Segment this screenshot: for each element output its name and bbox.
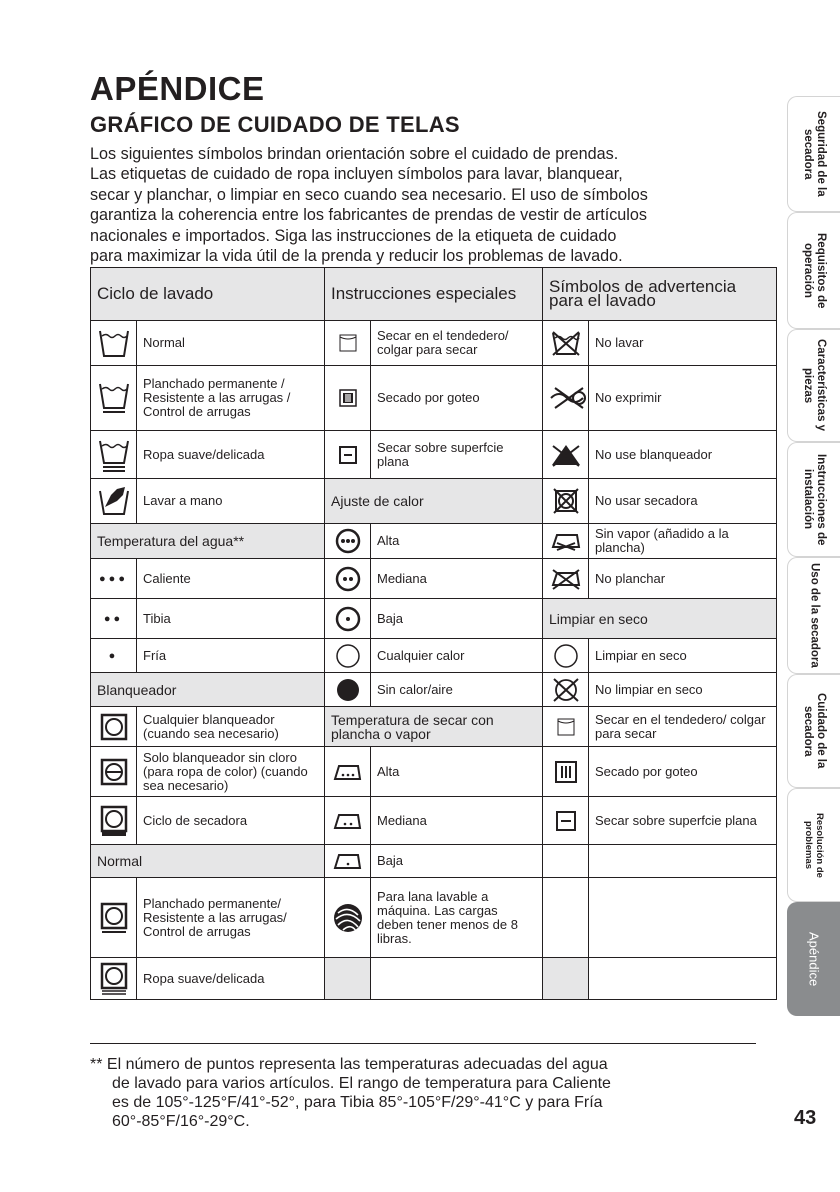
intro-line: para maximizar la vida útil de la prenda y reducir los problemas de lavado.: [90, 247, 623, 266]
iron-low-icon: [332, 850, 364, 872]
intro-line: secar y planchar, o limpiar en seco cuando sea necesario. El uso de símbolos: [90, 185, 648, 204]
bleach-dryer-cycle-label: Ciclo de secadora: [137, 797, 325, 845]
footnote: [90, 1055, 790, 1131]
dry-medium-heat-icon: [335, 566, 361, 592]
line-dry-icon: [338, 333, 358, 353]
tab-label: Requisitos de operación: [802, 232, 827, 309]
intro-line: Los siguientes símbolos brindan orientación sobre el cuidado de prendas.: [90, 145, 619, 163]
tab-label: Cuidado de la secadora: [802, 693, 827, 769]
no-iron-icon: [549, 567, 583, 591]
header-special-instructions: Instrucciones especiales: [325, 268, 543, 321]
heat-medium-label: Mediana: [371, 559, 543, 599]
empty-cell: [589, 845, 777, 878]
iron-high-label: Alta: [371, 747, 543, 797]
warning-no-dryer-label: No usar secadora: [589, 479, 777, 524]
no-heat-icon: [335, 677, 361, 703]
non-chlorine-bleach-icon: [100, 758, 128, 786]
warning-no-wash-label: No lavar: [589, 321, 777, 366]
dry-high-heat-icon: [335, 528, 361, 554]
tab-label: Resolución de problemas: [803, 812, 825, 878]
bleach-any-label: Cualquier blanqueador (cuando sea necesario): [137, 707, 325, 747]
special-drip-dry-label: Secado por goteo: [371, 366, 543, 431]
heat-high-label: Alta: [371, 524, 543, 559]
wool-label: Para lana lavable a máquina. Las cargas deben tener menos de 8 libras.: [371, 878, 543, 958]
iron-low-label: Baja: [371, 845, 543, 878]
drip-dry-icon: [338, 388, 358, 408]
dry-permanent-press-label: Planchado permanente/ Resistente a las arrugas/ Control de arrugas: [137, 878, 325, 958]
warning-no-iron-label: No planchar: [589, 559, 777, 599]
tab-label: Uso de la secadora: [808, 563, 821, 668]
intro-line: Las etiquetas de cuidado de ropa incluyen símbolos para lavar, blanquear,: [90, 165, 623, 184]
iron-medium-label: Mediana: [371, 797, 543, 845]
section-subtitle: GRÁFICO DE CUIDADO DE TELAS: [90, 112, 460, 137]
wash-normal-label: Normal: [137, 321, 325, 366]
tumble-dry-permanent-press-icon: [100, 902, 128, 934]
wash-delicate-label: Ropa suave/delicada: [137, 431, 325, 479]
iron-high-icon: [332, 761, 364, 783]
dry-any-heat-icon: [335, 643, 361, 669]
footnote-line: de lavado para varios artículos. El rango de temperatura para Caliente: [112, 1075, 611, 1092]
wash-tub-delicate-icon: [97, 437, 131, 473]
heat-setting-header: Ajuste de calor: [325, 479, 543, 524]
two-dots-warm-icon: ●●: [103, 612, 124, 625]
tab-troubleshooting[interactable]: [787, 788, 840, 902]
dry-low-heat-icon: [335, 606, 361, 632]
tab-dryer-use[interactable]: [787, 557, 840, 674]
tab-label: Instrucciones de instalación: [802, 453, 827, 546]
dry-delicate-label: Ropa suave/delicada: [137, 958, 325, 1000]
bleach-non-chlorine-label: Solo blanqueador sin cloro (para ropa de color) (cuando sea necesario): [137, 747, 325, 797]
wool-icon: [331, 901, 365, 935]
dry-clean-header: Limpiar en seco: [543, 599, 777, 639]
line-dry-warning-icon: [556, 717, 576, 737]
warning-line-dry-label: Secar en el tendedero/ colgar para secar: [589, 707, 777, 747]
tumble-dry-delicate-icon: [100, 962, 128, 996]
no-wash-icon: [549, 328, 583, 358]
heat-low-label: Baja: [371, 599, 543, 639]
warning-no-dry-clean-label: No limpiar en seco: [589, 673, 777, 707]
empty-cell: [589, 958, 777, 1000]
empty-shaded-cell: [325, 958, 371, 1000]
fabric-care-table: [90, 267, 777, 1000]
intro-paragraph: [90, 144, 790, 266]
footnote-line: 60°-85°F/16°-29°C.: [112, 1113, 250, 1130]
intro-line: nacionales e importados. Siga las instrucciones de la etiqueta de cuidado: [90, 226, 617, 245]
any-bleach-icon: [100, 713, 128, 741]
empty-cell: [371, 958, 543, 1000]
bleach-header: Blanqueador: [91, 673, 325, 707]
heat-any-label: Cualquier calor: [371, 639, 543, 673]
empty-cell: [543, 878, 589, 958]
empty-cell: [589, 878, 777, 958]
wash-tub-normal-icon: [97, 327, 131, 359]
empty-cell: [543, 845, 589, 878]
tab-features-parts[interactable]: [787, 329, 840, 442]
footnote-line: ** El número de puntos representa las temperaturas adecuadas del agua: [90, 1056, 608, 1073]
iron-medium-icon: [332, 810, 364, 832]
water-hot-label: Caliente: [137, 559, 325, 599]
tab-dryer-care[interactable]: [787, 674, 840, 788]
tab-installation[interactable]: [787, 442, 840, 557]
water-temp-header: Temperatura del agua**: [91, 524, 325, 559]
water-warm-label: Tibia: [137, 599, 325, 639]
flat-dry-warning-icon: [555, 810, 577, 832]
tab-label: Seguridad de la secadora: [802, 111, 827, 197]
three-dots-hot-icon: ●●●: [99, 572, 128, 585]
heat-none-label: Sin calor/aire: [371, 673, 543, 707]
tab-appendix[interactable]: [787, 902, 840, 1016]
tab-label: Características y piezas: [802, 339, 827, 432]
wash-tub-permanent-press-icon: [97, 380, 131, 416]
flat-dry-icon: [338, 445, 358, 465]
no-steam-icon: [549, 529, 583, 553]
hand-wash-icon: [97, 485, 131, 517]
tab-dryer-safety[interactable]: [787, 96, 840, 212]
wash-hand-label: Lavar a mano: [137, 479, 325, 524]
no-dry-clean-icon: [551, 677, 581, 703]
iron-temp-header: Temperatura de secar con plancha o vapor: [325, 707, 543, 747]
normal-header: Normal: [91, 845, 325, 878]
warning-no-steam-label: Sin vapor (añadido a la plancha): [589, 524, 777, 559]
special-line-dry-label: Secar en el tendedero/ colgar para secar: [371, 321, 543, 366]
page-number: 43: [794, 1107, 817, 1129]
special-flat-dry-label: Secar sobre superfcie plana: [371, 431, 543, 479]
no-bleach-icon: [549, 442, 583, 468]
footnote-divider: [90, 1043, 756, 1044]
warning-drip-dry-label: Secado por goteo: [589, 747, 777, 797]
warning-no-bleach-label: No use blanqueador: [589, 431, 777, 479]
header-wash-cycle: Ciclo de lavado: [91, 268, 325, 321]
header-warning-symbols: Símbolos de advertencia para el lavado: [543, 268, 777, 321]
no-tumble-dry-icon: [553, 488, 579, 514]
footnote-line: es de 105°-125°F/41°-52°, para Tibia 85°-105°F/29°-41°C y para Fría: [112, 1094, 603, 1111]
water-cold-label: Fría: [137, 639, 325, 673]
intro-line: garantiza la coherencia entre los fabricantes de prendas de vestir de artículos: [90, 206, 647, 225]
warning-no-wring-label: No exprimir: [589, 366, 777, 431]
wash-permanent-press-label: Planchado permanente / Resistente a las arrugas / Control de arrugas: [137, 366, 325, 431]
dry-clean-icon: [553, 643, 579, 669]
warning-dry-clean-label: Limpiar en seco: [589, 639, 777, 673]
warning-flat-dry-label: Secar sobre superfcie plana: [589, 797, 777, 845]
tab-operating-requirements[interactable]: [787, 212, 840, 329]
empty-shaded-cell: [543, 958, 589, 1000]
page-title: APÉNDICE: [90, 70, 265, 107]
drip-dry-warning-icon: [554, 760, 578, 784]
no-wring-icon: [549, 386, 589, 410]
one-dot-cold-icon: ●: [108, 649, 119, 662]
dryer-cycle-bleach-icon: [100, 805, 128, 837]
tab-label: Apéndice: [806, 931, 822, 987]
